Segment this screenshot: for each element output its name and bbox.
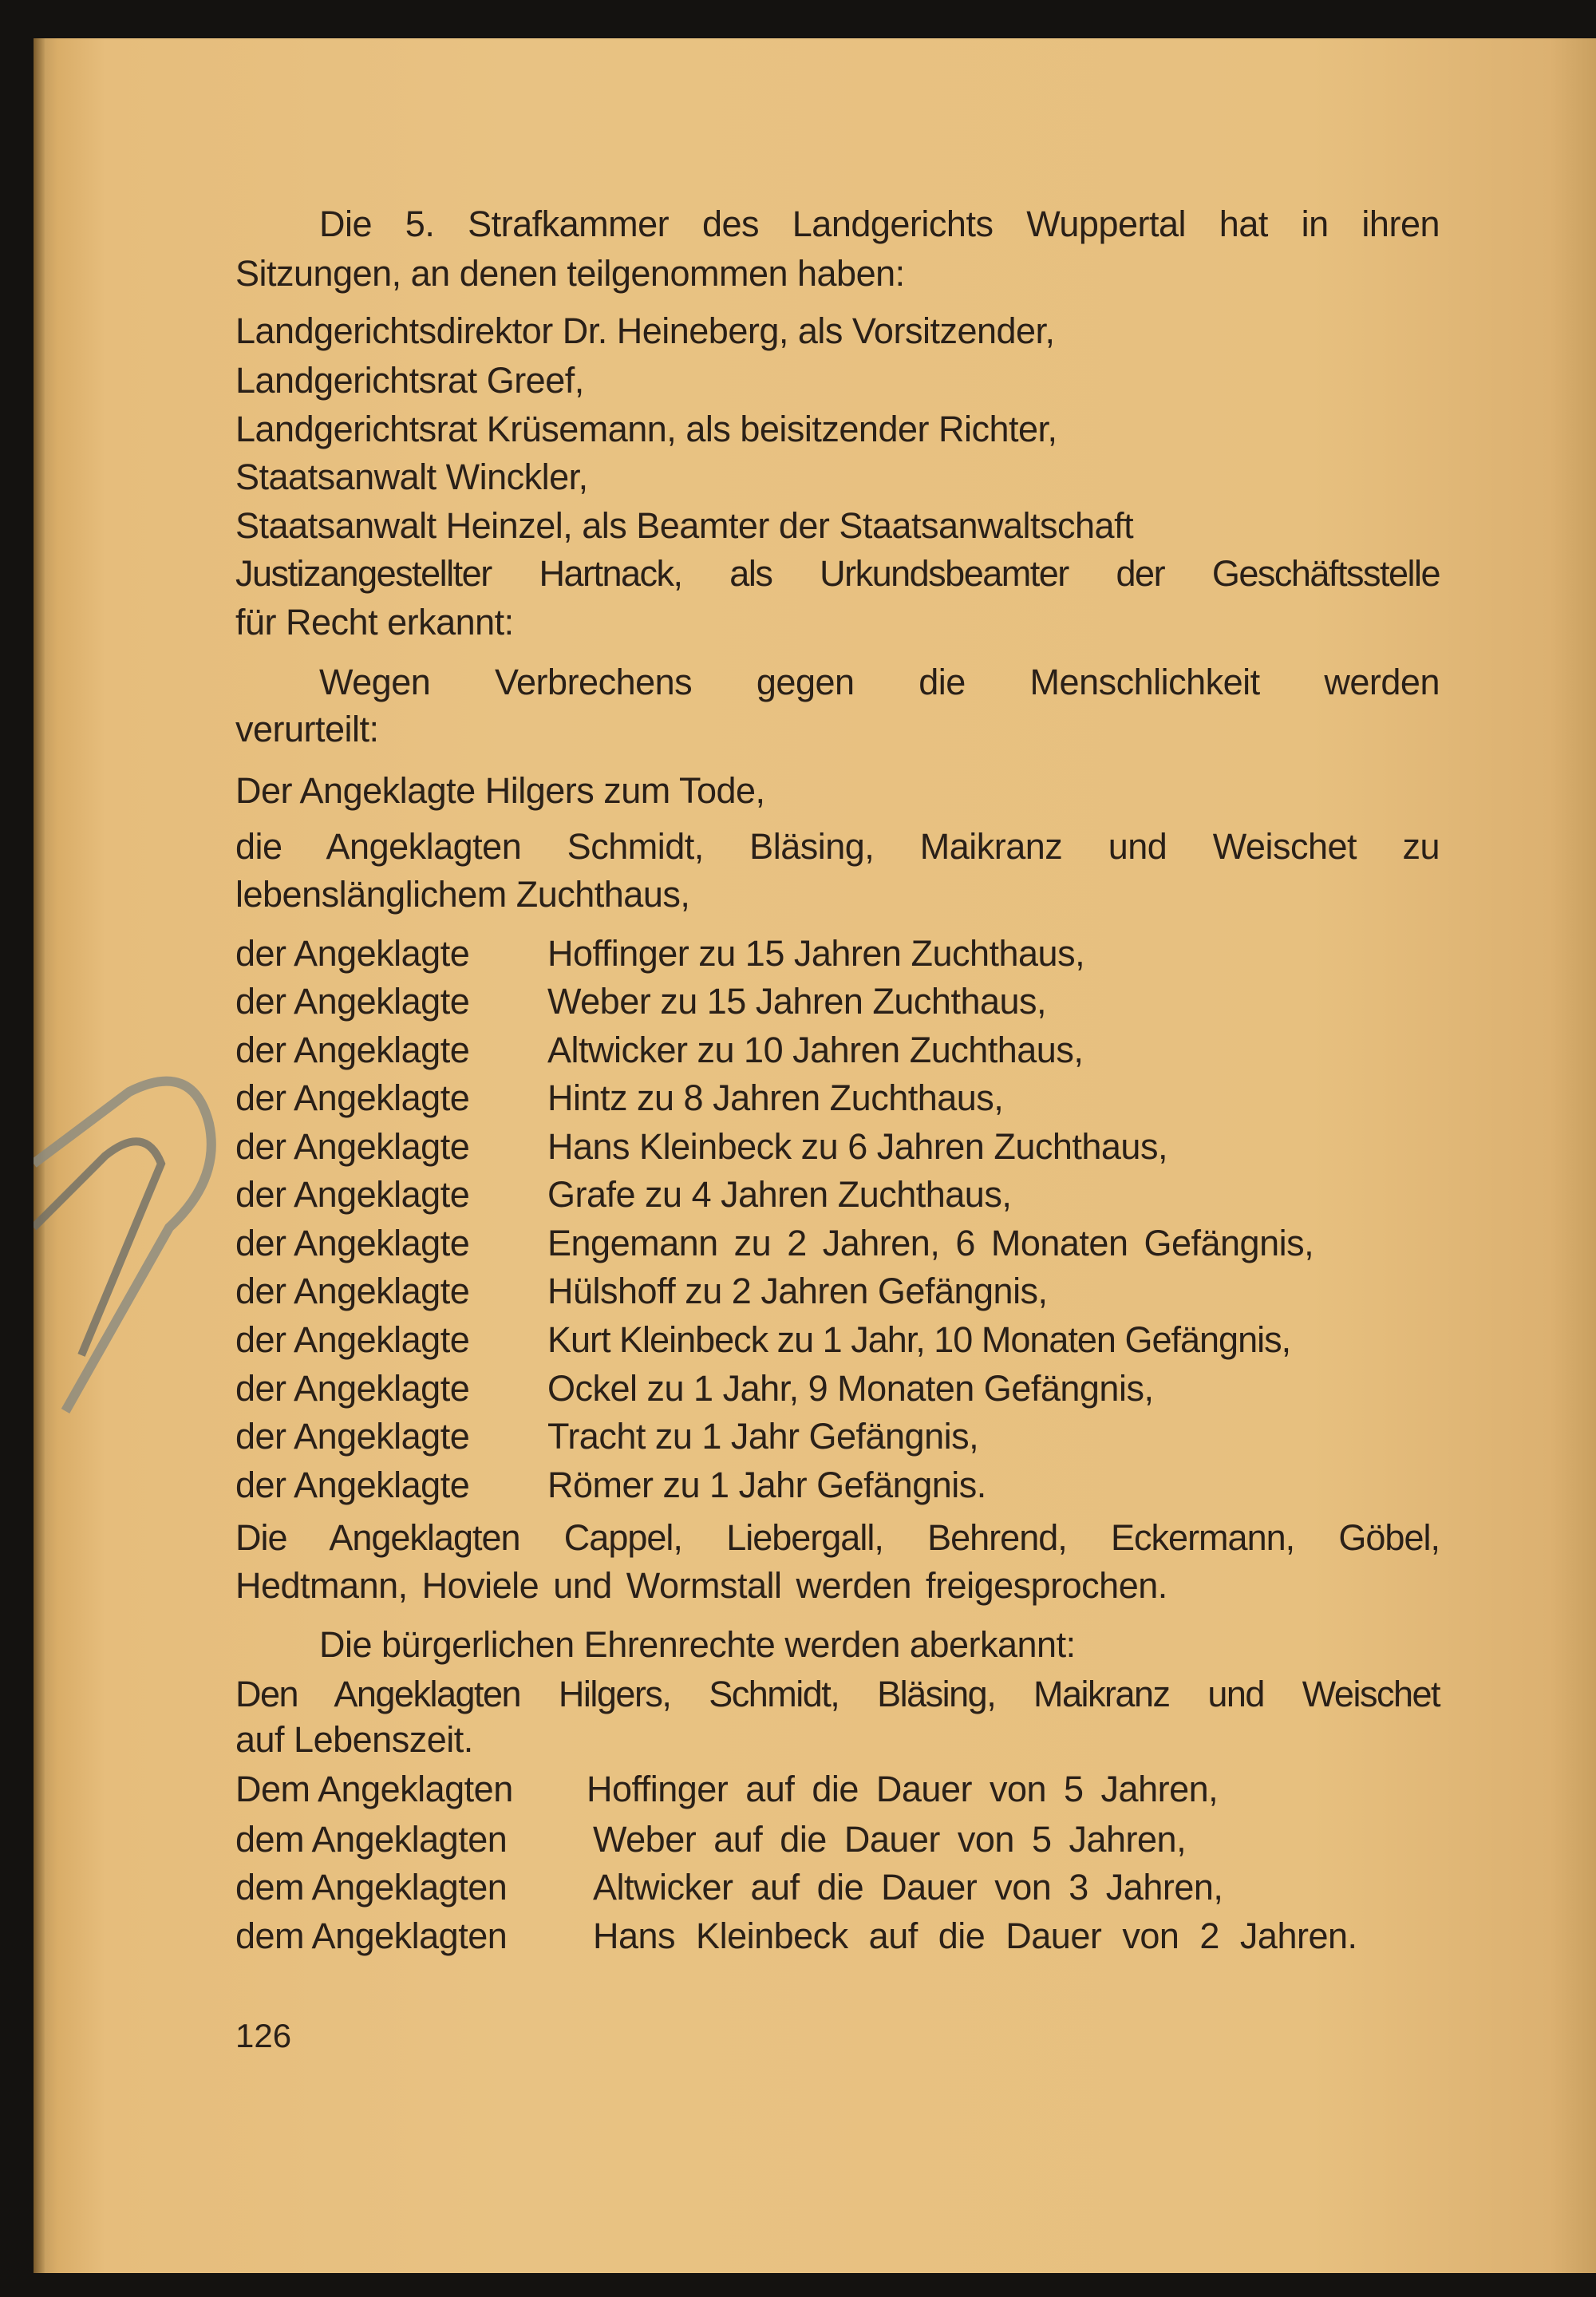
sentence-prefix: der Angeklagte: [235, 1271, 470, 1311]
sentence-text: Engemann zu 2 Jahren, 6 Monaten Gefängnis,: [547, 1223, 1314, 1263]
civil-rights-line: Den Angeklagten Hilgers, Schmidt, Bläsing, Maikranz und Weischet: [235, 1674, 1440, 1714]
sentence-row: [235, 930, 1440, 978]
verdict-line: lebenslänglichem Zuchthaus,: [235, 874, 690, 915]
term-text: Hans Kleinbeck auf die Dauer von 2 Jahren.: [593, 1915, 1357, 1956]
intro-line: Staatsanwalt Winckler,: [235, 457, 588, 497]
sentence-prefix: der Angeklagte: [235, 1077, 470, 1118]
sentence-row: [235, 1074, 1440, 1122]
sentence-prefix: der Angeklagte: [235, 1223, 470, 1263]
acquittal-line: Die Angeklagten Cappel, Liebergall, Behrend, Eckermann, Göbel,: [235, 1517, 1440, 1558]
verdict-line: verurteilt:: [235, 709, 379, 749]
term-text: Hoffinger auf die Dauer von 5 Jahren,: [587, 1769, 1219, 1809]
intro-line: Die 5. Strafkammer des Landgerichts Wuppertal hat in ihren: [319, 204, 1440, 244]
sentence-prefix: der Angeklagte: [235, 1319, 470, 1360]
intro-line: Staatsanwalt Heinzel, als Beamter der Staatsanwaltschaft: [235, 505, 1134, 546]
sentence-prefix: der Angeklagte: [235, 1416, 470, 1457]
sentence-row: [235, 1461, 1440, 1509]
term-row: [235, 1765, 1440, 1813]
sentence-prefix: der Angeklagte: [235, 1030, 470, 1070]
verdict-line: Der Angeklagte Hilgers zum Tode,: [235, 770, 765, 811]
sentence-text: Kurt Kleinbeck zu 1 Jahr, 10 Monaten Gefängnis,: [547, 1319, 1291, 1360]
sentence-prefix: der Angeklagte: [235, 1368, 470, 1409]
sentence-row: [235, 1316, 1440, 1364]
sentence-text: Hintz zu 8 Jahren Zuchthaus,: [547, 1077, 1004, 1118]
sentence-prefix: der Angeklagte: [235, 981, 470, 1022]
intro-line: Sitzungen, an denen teilgenommen haben:: [235, 253, 905, 294]
sentence-row: [235, 1123, 1440, 1171]
page-number: 126: [235, 2017, 292, 2054]
intro-line: Landgerichtsrat Krüsemann, als beisitzender Richter,: [235, 409, 1057, 449]
sentence-row: [235, 1267, 1440, 1315]
sentence-text: Hans Kleinbeck zu 6 Jahren Zuchthaus,: [547, 1126, 1167, 1167]
civil-rights-line: Die bürgerlichen Ehrenrechte werden aberkannt:: [319, 1624, 1076, 1665]
verdict-line: die Angeklagten Schmidt, Bläsing, Maikranz und Weischet zu: [235, 826, 1440, 867]
term-row: [235, 1864, 1440, 1912]
term-text: Altwicker auf die Dauer von 3 Jahren,: [593, 1867, 1223, 1908]
term-text: Weber auf die Dauer von 5 Jahren,: [593, 1819, 1187, 1860]
sentence-text: Altwicker zu 10 Jahren Zuchthaus,: [547, 1030, 1084, 1070]
sentence-row: [235, 1220, 1440, 1267]
sentence-text: Hoffinger zu 15 Jahren Zuchthaus,: [547, 933, 1085, 974]
term-prefix: dem Angeklagten: [235, 1819, 508, 1860]
sentence-text: Ockel zu 1 Jahr, 9 Monaten Gefängnis,: [547, 1368, 1154, 1409]
term-row: [235, 1912, 1440, 1960]
sentence-text: Weber zu 15 Jahren Zuchthaus,: [547, 981, 1047, 1022]
sentence-row: [235, 978, 1440, 1026]
civil-rights-line: auf Lebenszeit.: [235, 1719, 473, 1760]
intro-line: Justizangestellter Hartnack, als Urkundsbeamter der Geschäftsstelle: [235, 553, 1440, 594]
sentence-row: [235, 1365, 1440, 1413]
sentence-text: Grafe zu 4 Jahren Zuchthaus,: [547, 1174, 1012, 1215]
sentence-prefix: der Angeklagte: [235, 933, 470, 974]
sentence-prefix: der Angeklagte: [235, 1126, 470, 1167]
intro-line: Landgerichtsrat Greef,: [235, 360, 584, 401]
intro-line: für Recht erkannt:: [235, 602, 514, 642]
acquittal-line: Hedtmann, Hoviele und Wormstall werden freigesprochen.: [235, 1565, 1167, 1606]
term-prefix: dem Angeklagten: [235, 1915, 508, 1956]
sentence-row: [235, 1171, 1440, 1219]
sentence-row: [235, 1413, 1440, 1461]
term-prefix: dem Angeklagten: [235, 1867, 508, 1908]
intro-line: Landgerichtsdirektor Dr. Heineberg, als Vorsitzender,: [235, 310, 1055, 351]
sentence-text: Hülshoff zu 2 Jahren Gefängnis,: [547, 1271, 1048, 1311]
sentence-text: Tracht zu 1 Jahr Gefängnis,: [547, 1416, 979, 1457]
term-prefix: Dem Angeklagten: [235, 1769, 513, 1809]
sentence-row: [235, 1026, 1440, 1074]
sentence-text: Römer zu 1 Jahr Gefängnis.: [547, 1465, 986, 1505]
verdict-line: Wegen Verbrechens gegen die Menschlichkeit werden: [319, 662, 1440, 702]
term-row: [235, 1816, 1440, 1864]
sentence-prefix: der Angeklagte: [235, 1465, 470, 1505]
sentence-prefix: der Angeklagte: [235, 1174, 470, 1215]
paperclip-icon: [34, 1068, 225, 1435]
